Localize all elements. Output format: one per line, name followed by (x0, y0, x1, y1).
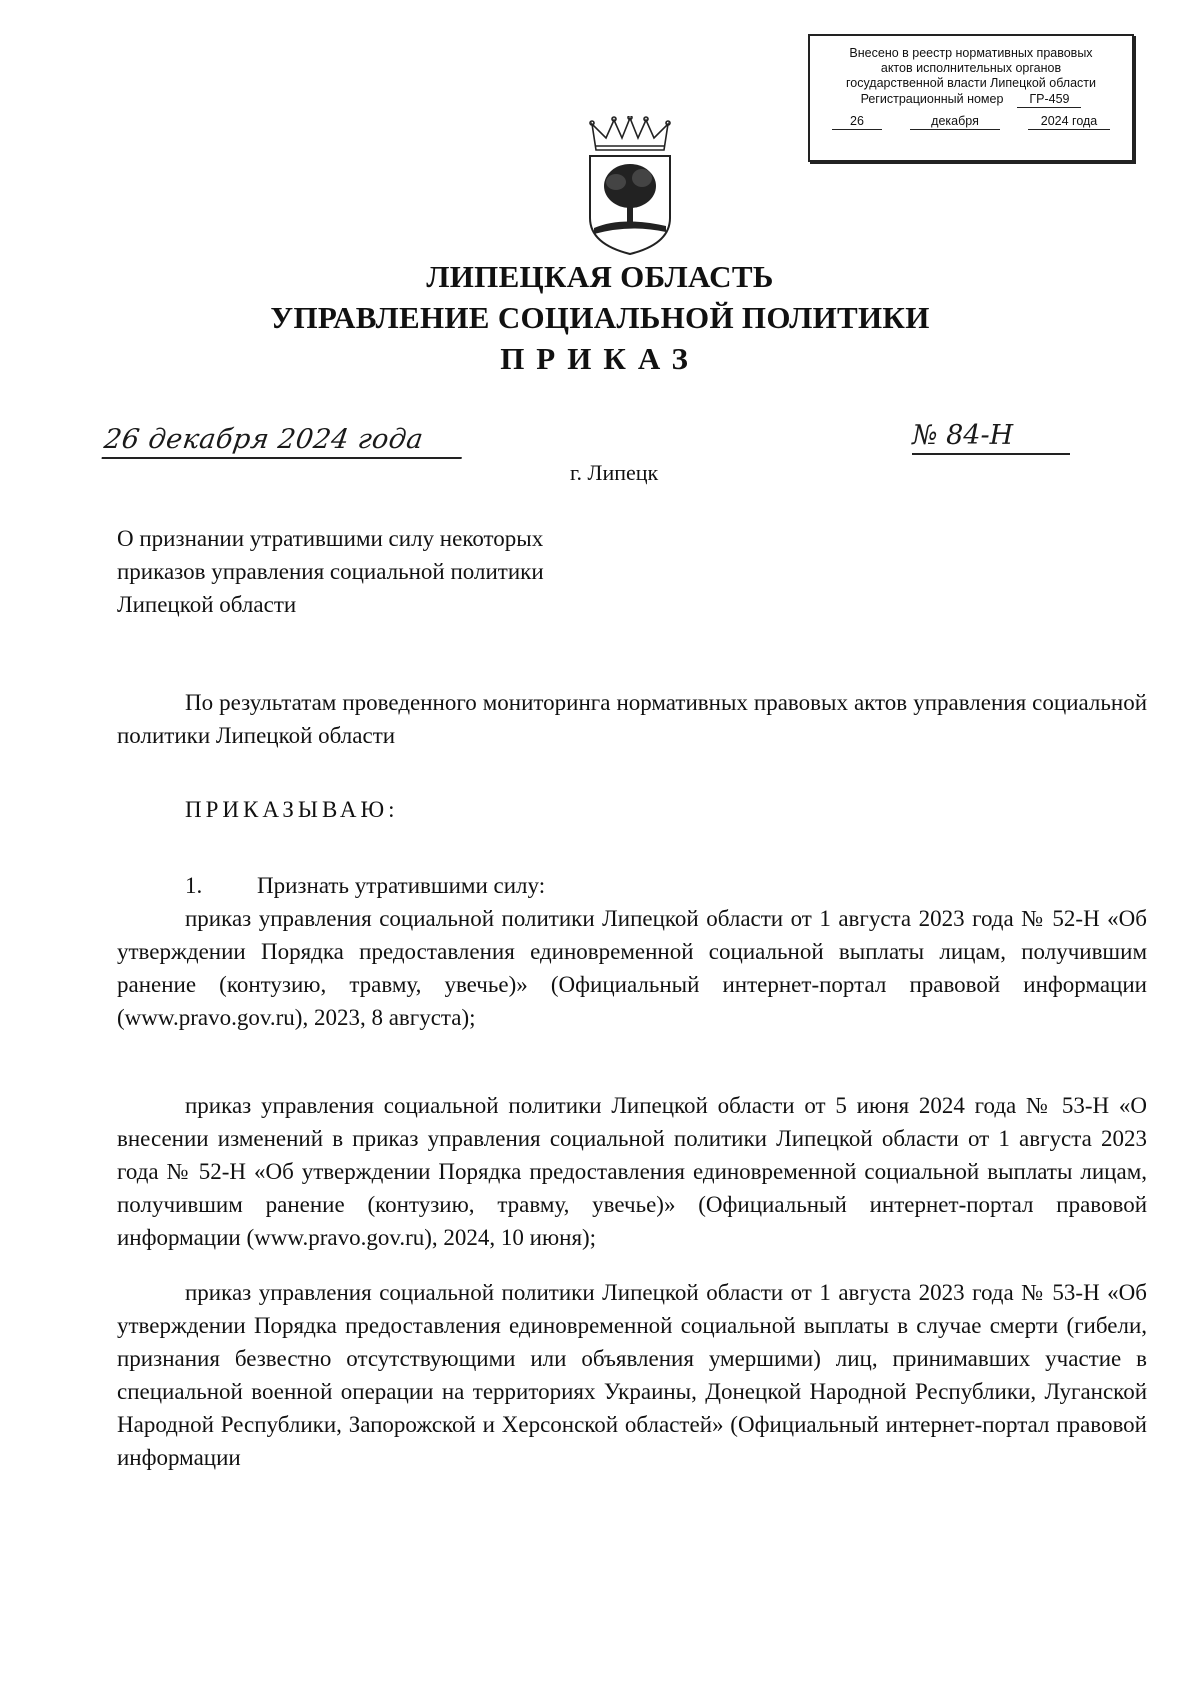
title-line-3: Липецкой области (117, 592, 297, 617)
agency-heading: УПРАВЛЕНИЕ СОЦИАЛЬНОЙ ПОЛИТИКИ (270, 300, 930, 335)
act-2-text: приказ управления социальной политики Липецкой области от 5 июня 2024 года № 53-Н «О внесении изменений в приказ управления социальной политики Липецкой области от 1 августа 2023 года № 52-Н «Об утверждении Порядка предоставления единовременной социальной выплаты лицам, получившим ранение (контузию, травму, увечье)» (Официальный интернет-портал правовой информации (www.pravo.gov.ru), 2024, 10 июня); (117, 1093, 1147, 1250)
act-paragraph-3 (117, 1276, 1147, 1474)
act-1-text: приказ управления социальной политики Липецкой области от 1 августа 2023 года № 52-Н «Об утверждении Порядка предоставления единовременной социальной выплаты лицам, получившим ранение (контузию, травму, увечье)» (Официальный интернет-портал правовой информации (www.pravo.gov.ru), 2023, 8 августа); (117, 906, 1147, 1030)
act-paragraph-1 (117, 902, 1147, 1034)
city-label: г. Липецк (570, 460, 659, 485)
item-1-text: Признать утратившими силу: (257, 873, 546, 898)
order-word: ПРИКАЗЫВАЮ: (185, 797, 399, 822)
basis-paragraph (117, 686, 1147, 752)
stamp-registration-number: ГР-459 (1017, 92, 1081, 108)
act-3-text: приказ управления социальной политики Липецкой области от 1 августа 2023 года № 53-Н «Об утверждении Порядка предоставления единовременной социальной выплаты в случае смерти (гибели, признания безвестно отсутствующими или объявления умершими) лиц, принимавших участие в специальной военной операции на территориях Украины, Донецкой Народной Республики, Луганской Народной Республики, Запорожской и Херсонской областей» (Официальный интернет-портал правовой информации (117, 1280, 1147, 1470)
stamp-registration-label: Регистрационный номер (860, 92, 1004, 106)
title-line-1: О признании утратившими силу некоторых (117, 526, 544, 551)
coat-of-arms-emblem (582, 116, 678, 256)
registry-stamp (808, 34, 1134, 162)
stamp-year: 2024 года (1028, 114, 1110, 130)
stamp-line-3: государственной власти Липецкой области (845, 76, 1097, 90)
handwritten-date: 26 декабря 2024 года (102, 424, 467, 459)
stamp-line-1: Внесено в реестр нормативных правовых (849, 46, 1093, 60)
basis-text: По результатам проведенного мониторинга нормативных правовых актов управления социальной политики Липецкой области (117, 690, 1147, 748)
item-1-heading (185, 869, 545, 902)
document-type-heading: ПРИКАЗ (500, 341, 700, 376)
region-heading: ЛИПЕЦКАЯ ОБЛАСТЬ (426, 259, 774, 294)
item-1-number: 1. (185, 873, 203, 898)
stamp-line-2: актов исполнительных органов (880, 61, 1062, 75)
stamp-date-row (810, 114, 1132, 130)
stamp-day: 26 (832, 114, 882, 130)
handwritten-order-number: № 84-Н (912, 420, 1070, 455)
stamp-registration-row (810, 92, 1132, 108)
act-paragraph-2 (117, 1089, 1147, 1254)
document-title (117, 522, 544, 621)
title-line-2: приказов управления социальной политики (117, 559, 544, 584)
crown-icon (590, 116, 670, 150)
oak-tree-icon (594, 164, 666, 234)
stamp-month: декабря (910, 114, 1000, 130)
